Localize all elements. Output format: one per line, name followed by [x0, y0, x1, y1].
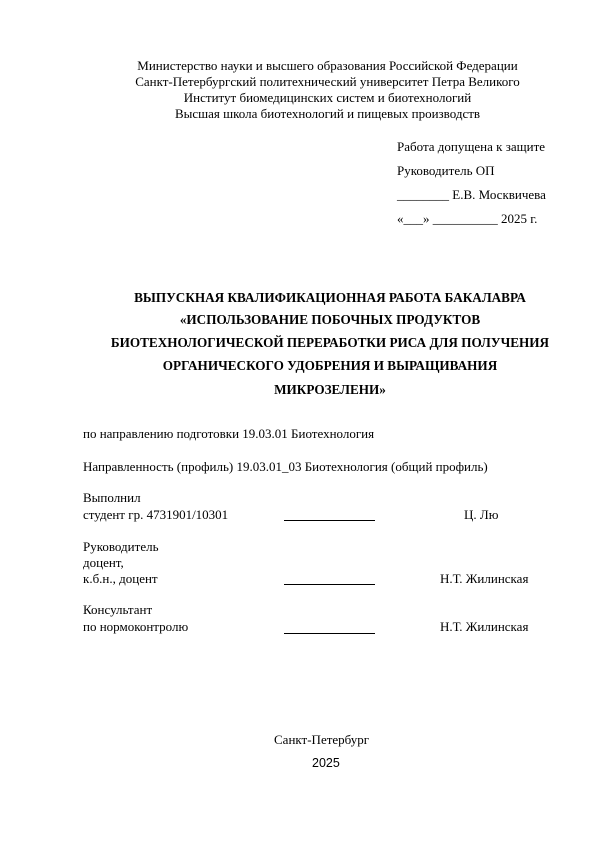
program-head-title: Руководитель ОП [397, 163, 495, 178]
performer-name: Ц. Лю [464, 507, 499, 522]
supervisor-role: Руководитель [83, 539, 159, 554]
title-line-topic-2: БИОТЕХНОЛОГИЧЕСКОЙ ПЕРЕРАБОТКИ РИСА ДЛЯ ПОЛУЧЕНИЯ [110, 335, 550, 350]
title-line-topic-1: «ИСПОЛЬЗОВАНИЕ ПОБОЧНЫХ ПРОДУКТОВ [179, 312, 481, 327]
program-head-signature: ________ Е.В. Москвичева [397, 187, 546, 202]
header-line-ministry: Министерство науки и высшего образования Российской Федерации [137, 58, 518, 73]
consultant-role: Консультант [83, 602, 153, 617]
consultant-area: по нормоконтролю [83, 619, 189, 634]
supervisor-position: доцент, [83, 555, 124, 570]
header-line-institute: Институт биомедицинских систем и биотехнологий [183, 90, 472, 105]
header-line-school: Высшая школа биотехнологий и пищевых производств [174, 106, 481, 121]
consultant-name: Н.Т. Жилинская [440, 619, 529, 634]
performer-group: студент гр. 4731901/10301 [83, 507, 229, 522]
approval-date: «___» __________ 2025 г. [397, 211, 538, 226]
study-profile: Направленность (профиль) 19.03.01_03 Биотехнология (общий профиль) [83, 459, 488, 474]
header-line-university: Санкт-Петербургский политехнический университет Петра Великого [135, 74, 520, 89]
title-line-topic-3: ОРГАНИЧЕСКОГО УДОБРЕНИЯ И ВЫРАЩИВАНИЯ [162, 358, 498, 373]
supervisor-degree: к.б.н., доцент [83, 571, 158, 586]
consultant-signature-line [284, 633, 375, 634]
performer-signature-line [284, 520, 375, 521]
study-direction: по направлению подготовки 19.03.01 Биотехнология [83, 426, 375, 441]
footer-city: Санкт-Петербург [274, 732, 370, 747]
performer-role: Выполнил [83, 490, 141, 505]
title-line-type: ВЫПУСКНАЯ КВАЛИФИКАЦИОННАЯ РАБОТА БАКАЛАВРА [134, 290, 526, 305]
title-line-topic-4: МИКРОЗЕЛЕНИ» [274, 382, 386, 397]
admitted-text: Работа допущена к защите [397, 139, 546, 154]
supervisor-name: Н.Т. Жилинская [440, 571, 529, 586]
supervisor-signature-line [284, 584, 375, 585]
footer-year: 2025 [312, 756, 340, 770]
